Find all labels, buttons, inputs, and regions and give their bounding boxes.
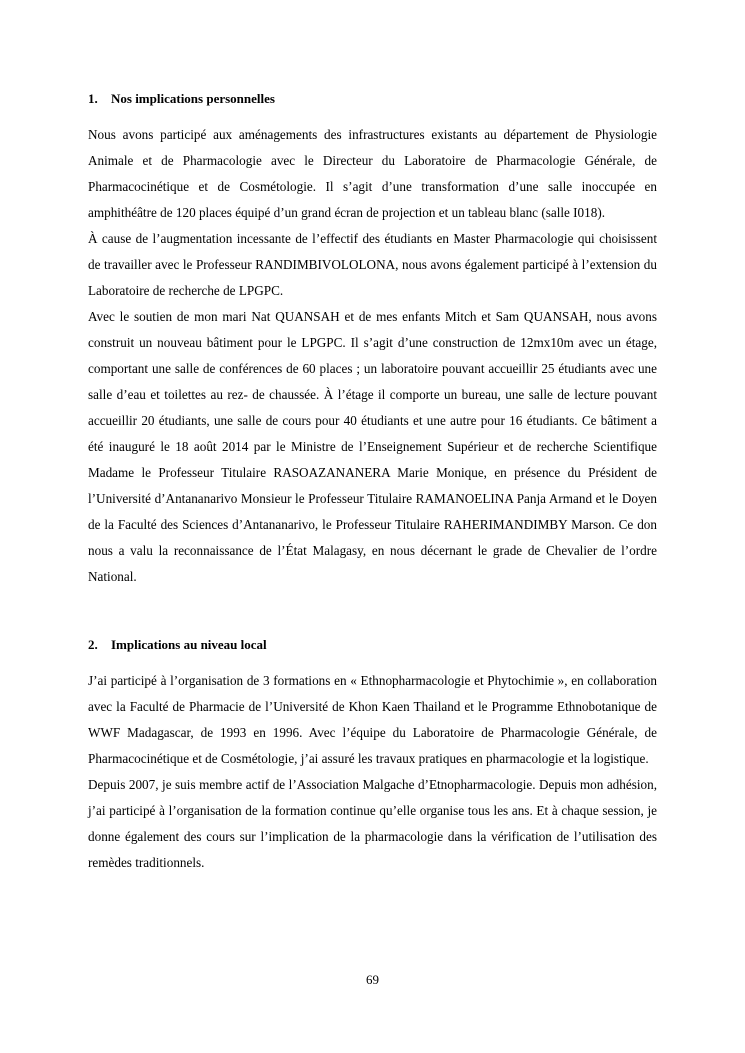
section-title-1: Nos implications personnelles — [111, 91, 275, 106]
page-number: 69 — [366, 972, 379, 987]
paragraph-association-membership: Depuis 2007, je suis membre actif de l’Association Malgache d’Etnopharmacologie. Depuis mon adhésion, j’ai participé à l’organisation de la formation continue qu’elle organise tous les ans. Et à chaque session, je donne également des cours sur l’implication de la pharmacologie dans la vérification de l’utilisation des remèdes traditionnels. — [88, 777, 657, 870]
paragraph-ethnopharmacology-training: J’ai participé à l’organisation de 3 formations en « Ethnopharmacologie et Phytochimie », en collaboration avec la Faculté de Pharmacie de l’Université de Khon Kaen Thailand et le Programme Ethnobotanique de WWF Madagascar, de 1993 en 1996. Avec l’équipe du Laboratoire de Pharmacologie Générale, de Pharmacocinétique et de Cosmétologie, j’ai assuré les travaux pratiques en pharmacologie et la logistique. — [88, 673, 657, 766]
section-heading-1 — [88, 88, 657, 110]
paragraph-infrastructures: Nous avons participé aux aménagements des infrastructures existants au département de Physiologie Animale et de Pharmacologie avec le Directeur du Laboratoire de Pharmacologie Générale, de Pharmacocinétique et de Cosmétologie. Il s’agit d’une transformation d’une salle inoccupée en amphithéâtre de 120 places équipé d’un grand écran de projection et un tableau blanc (salle I018). — [88, 127, 657, 220]
document-page — [88, 88, 657, 876]
section-title-2: Implications au niveau local — [111, 637, 267, 652]
paragraph-new-building: Avec le soutien de mon mari Nat QUANSAH et de mes enfants Mitch et Sam QUANSAH, nous avons construit un nouveau bâtiment pour le LPGPC. Il s’agit d’une construction de 12mx10m avec un étage, comportant une salle de conférences de 60 places ; un laboratoire pouvant accueillir 25 étudiants avec une salle d’eau et toilettes au rez- de chaussée. À l’étage il comporte un bureau, une salle de lecture pouvant accueillir 20 étudiants, une salle de cours pour 40 étudiants et une autre pour 16 étudiants. Ce bâtiment a été inauguré le 18 août 2014 par le Ministre de l’Enseignement Supérieur et de recherche Scientifique Madame le Professeur Titulaire RASOAZANANERA Marie Monique, en présence du Président de l’Université d’Antananarivo Monsieur le Professeur Titulaire RAMANOELINA Panja Armand et le Doyen de la Faculté des Sciences d’Antananarivo, le Professeur Titulaire RAHERIMANDIMBY Marson. Ce don nous a valu la reconnaissance de l’État Malagasy, en nous décernant le grade de Chevalier de l’ordre National. — [88, 309, 657, 584]
section-number-1: 1. — [88, 91, 98, 106]
section-number-2: 2. — [88, 637, 98, 652]
paragraph-laboratory-extension: À cause de l’augmentation incessante de l’effectif des étudiants en Master Pharmacologie qui choisissent de travailler avec le Professeur RANDIMBIVOLOLONA, nous avons également participé à l’extension du Laboratoire de recherche de LPGPC. — [88, 231, 657, 298]
section-heading-2 — [88, 634, 657, 656]
